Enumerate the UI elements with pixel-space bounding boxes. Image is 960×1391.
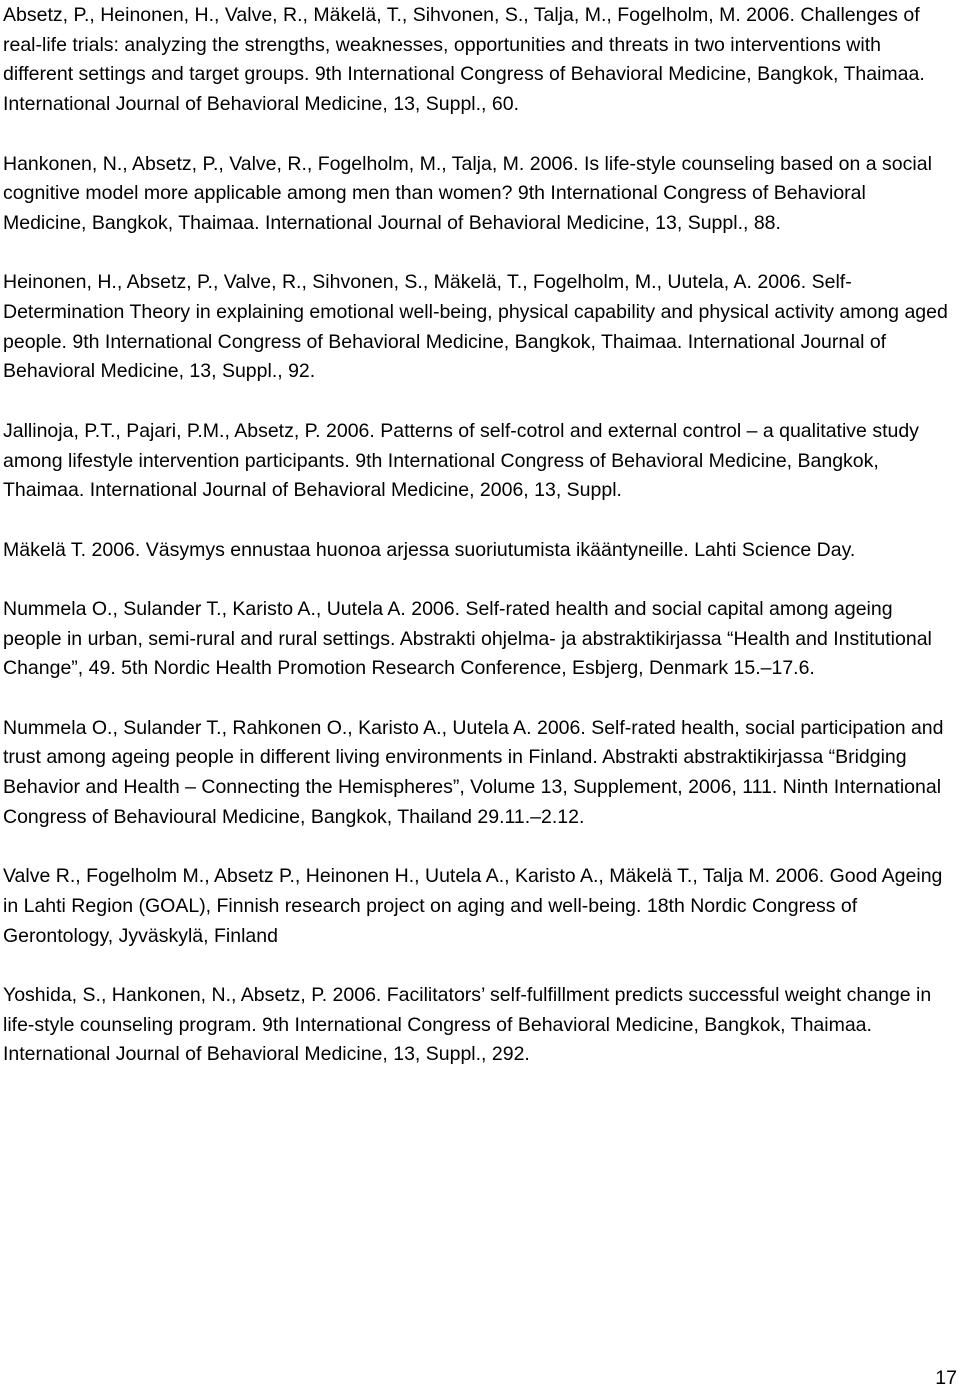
reference-entry: Nummela O., Sulander T., Karisto A., Uutela A. 2006. Self-rated health and social capital among ageing people in urban, semi-rural and rural settings. Abstrakti ohjelma- ja abstraktikirjassa “Health and Institutional Change”, 49. 5th Nordic Health Promotion Research Conference, Esbjerg, Denmark 15.–17.6.: [3, 597, 932, 680]
reference-entry: Jallinoja, P.T., Pajari, P.M., Absetz, P. 2006. Patterns of self-cotrol and external control – a qualitative study among lifestyle intervention participants. 9th International Congress of Behavioral Medicine, Bangkok, Thaimaa. International Journal of Behavioral Medicine, 2006, 13, Suppl.: [3, 419, 919, 502]
reference-entry: Mäkelä T. 2006. Väsymys ennustaa huonoa arjessa suoriutumista ikääntyneille. Lahti Science Day.: [3, 538, 856, 561]
reference-list: [3, 1, 953, 1100]
reference-entry: Yoshida, S., Hankonen, N., Absetz, P. 2006. Facilitators’ self-fulfillment predicts successful weight change in life-style counseling program. 9th International Congress of Behavioral Medicine, Bangkok, Thaimaa. International Journal of Behavioral Medicine, 13, Suppl., 292.: [3, 984, 932, 1066]
reference-entry: Absetz, P., Heinonen, H., Valve, R., Mäkelä, T., Sihvonen, S., Talja, M., Fogelholm, M. 2006. Challenges of real-life trials: analyzing the strengths, weaknesses, opportunities and threats in two interventions with different settings and target groups. 9th International Congress of Behavioral Medicine, Bangkok, Thaimaa. International Journal of Behavioral Medicine, 13, Suppl., 60.: [3, 4, 925, 116]
reference-entry: Nummela O., Sulander T., Rahkonen O., Karisto A., Uutela A. 2006. Self-rated health, social participation and trust among ageing people in different living environments in Finland. Abstrakti abstraktikirjassa “Bridging Behavior and Health – Connecting the Hemispheres”, Volume 13, Supplement, 2006, 111. Ninth International Congress of Behavioural Medicine, Bangkok, Thailand 29.11.–2.12.: [3, 716, 944, 828]
reference-entry: Valve R., Fogelholm M., Absetz P., Heinonen H., Uutela A., Karisto A., Mäkelä T., Talja M. 2006. Good Ageing in Lahti Region (GOAL), Finnish research project on aging and well-being. 18th Nordic Congress of Gerontology, Jyväskylä, Finland: [3, 865, 943, 947]
reference-entry: Heinonen, H., Absetz, P., Valve, R., Sihvonen, S., Mäkelä, T., Fogelholm, M., Uutela, A. 2006. Self-Determination Theory in explaining emotional well-being, physical capability and physical activity among aged people. 9th International Congress of Behavioral Medicine, Bangkok, Thaimaa. International Journal of Behavioral Medicine, 13, Suppl., 92.: [3, 271, 948, 383]
page-number: 17: [935, 1367, 957, 1389]
reference-entry: Hankonen, N., Absetz, P., Valve, R., Fogelholm, M., Talja, M. 2006. Is life-style counseling based on a social cognitive model more applicable among men than women? 9th International Congress of Behavioral Medicine, Bangkok, Thaimaa. International Journal of Behavioral Medicine, 13, Suppl., 88.: [3, 152, 932, 234]
